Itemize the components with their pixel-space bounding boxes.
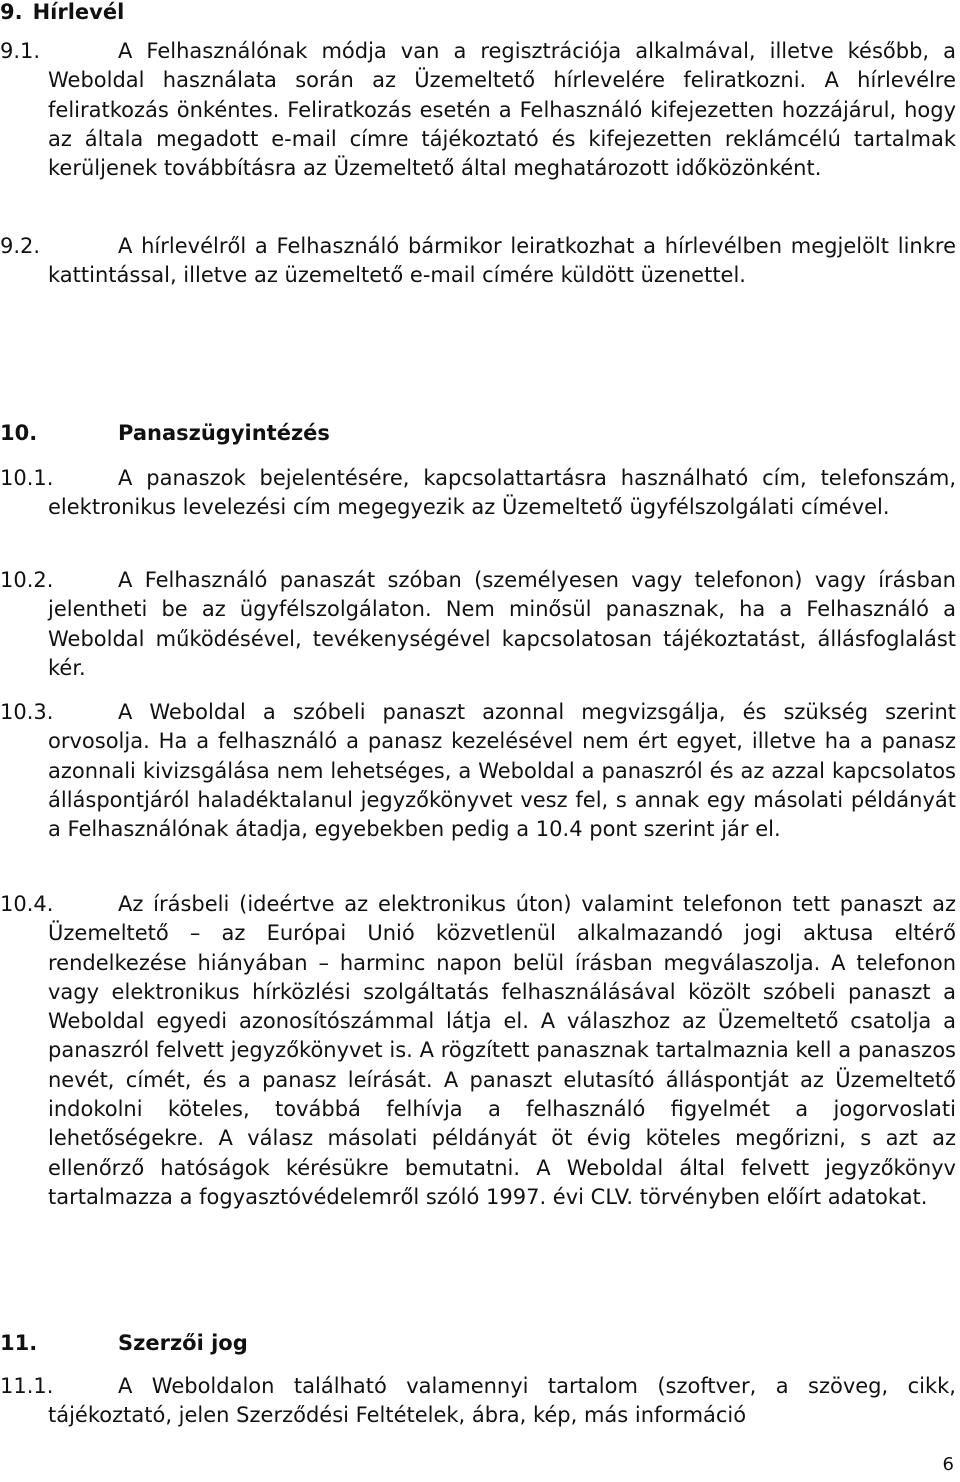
paragraph-number: 9.1. xyxy=(0,39,41,63)
paragraph-text: A hírlevélről a Felhasználó bármikor leiratkozhat a hírlevélben megjelölt linkre kattintással, illetve az üzemeltető e-mail címére küldött üzenettel. xyxy=(48,234,956,288)
section-title: Panaszügyintézés xyxy=(118,421,330,445)
section-title: Hírlevél xyxy=(32,0,125,24)
paragraph-text: Az írásbeli (ideértve az elektronikus úton) valamint telefonon tett panaszt az Üzemeltető – az Európai Unió közvetlenül alkalmazandó jogi aktusa eltérő rendelkezése hiányában – harminc napon belül írásban megválaszolja. A telefonon vagy elektronikus hírközlési szolgáltatás felhasználásával közölt szóbeli panaszt a Weboldal egyedi azonosítószámmal látja el. A válaszhoz az Üzemeltető csatolja a panaszról felvett jegyzőkönyvet is. A rögzített panasznak tartalmaznia kell a panaszos nevét, címét, és a panasz leírását. A panaszt elutasító álláspontját az Üzemeltető indokolni köteles, továbbá felhívja a felhasználó figyelmét a jogorvoslati lehetőségekre. A válasz másolati példányát öt évig köteles megőrizni, s azt az ellenőrző hatóságok kérésükre bemutatni. A Weboldal által felvett jegyzőkönyv tartalmazza a fogyasztóvédelemről szóló 1997. évi CLV. törvényben előírt adatokat. xyxy=(48,892,956,1209)
section-number: 11. xyxy=(0,1331,38,1355)
paragraph-number: 10.1. xyxy=(0,466,54,490)
page-number: 6 xyxy=(942,1454,954,1475)
paragraph-text: A Felhasználónak módja van a regisztrációja alkalmával, illetve később, a Weboldal használata során az Üzemeltető hírlevelére feliratkozni. A hírlevélre feliratkozás önkéntes. Feliratkozás esetén a Felhasználó kifejezetten hozzájárul, hogy az általa megadott e-mail címre tájékoztató és kifejezetten reklámcélú tartalmak kerüljenek továbbításra az Üzemeltető által meghatározott időközönként. xyxy=(48,39,956,181)
paragraph-text: A Weboldal a szóbeli panaszt azonnal megvizsgálja, és szükség szerint orvosolja. Ha a felhasználó a panasz kezelésével nem ért egyet, illetve ha a panasz azonnali kivizsgálása nem lehetséges, a Weboldal a panaszról és az azzal kapcsolatos álláspontjáról haladéktalanul jegyzőkönyvet vesz fel, s annak egy másolati példányát a Felhasználónak átadja, egyebekben pedig a 10.4 pont szerint jár el. xyxy=(48,700,956,842)
paragraph-text: A Weboldalon található valamennyi tartalom (szoftver, a szöveg, cikk, tájékoztató, jelen Szerződési Feltételek, ábra, kép, más információ xyxy=(48,1374,956,1428)
paragraph-number: 10.2. xyxy=(0,568,54,592)
section-heading-11 xyxy=(0,1329,248,1358)
paragraph-10-3 xyxy=(0,698,956,844)
paragraph-text: A Felhasználó panaszát szóban (személyesen vagy telefonon) vagy írásban jelentheti be az ügyfélszolgálaton. Nem minősül panasznak, ha a Felhasználó a Weboldal működésével, tevékenységével kapcsolatosan tájékoztatást, állásfoglalást kér. xyxy=(48,568,956,680)
section-number: 10. xyxy=(0,421,38,445)
section-heading-9 xyxy=(0,0,124,27)
paragraph-number: 11.1. xyxy=(0,1374,54,1398)
paragraph-11-1 xyxy=(0,1372,956,1431)
paragraph-10-2 xyxy=(0,566,956,683)
paragraph-text: A panaszok bejelentésére, kapcsolattartásra használható cím, telefonszám, elektronikus levelezési cím megegyezik az Üzemeltető ügyfélszolgálati címével. xyxy=(48,466,956,520)
paragraph-number: 10.3. xyxy=(0,700,54,724)
section-heading-10 xyxy=(0,419,330,448)
section-number: 9. xyxy=(0,0,23,24)
paragraph-9-2 xyxy=(0,232,956,291)
paragraph-number: 9.2. xyxy=(0,234,41,258)
paragraph-number: 10.4. xyxy=(0,892,54,916)
paragraph-9-1 xyxy=(0,37,956,183)
paragraph-10-4 xyxy=(0,890,956,1212)
section-title: Szerzői jog xyxy=(118,1331,248,1355)
paragraph-10-1 xyxy=(0,464,956,523)
